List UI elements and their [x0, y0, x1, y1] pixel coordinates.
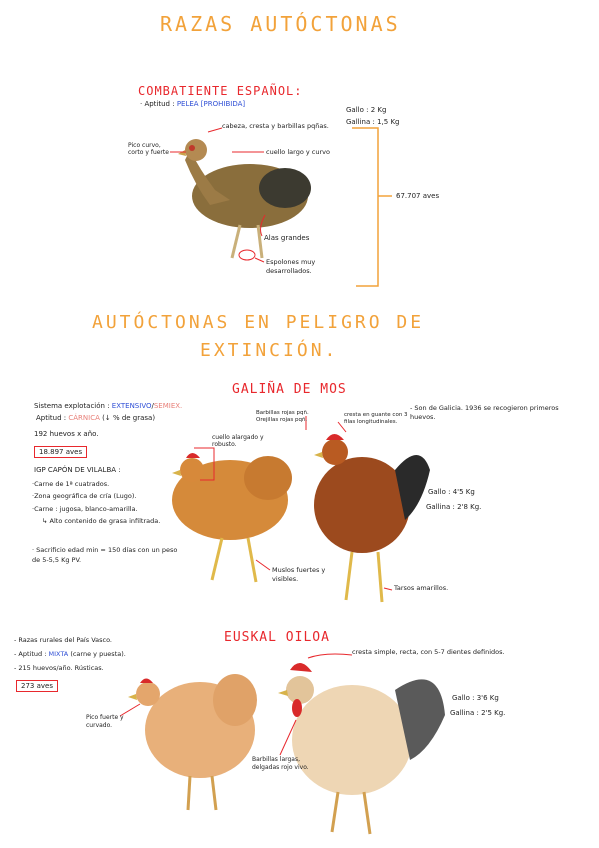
mos-bullet-3: ·Carne : jugosa, blanco-amarilla. — [32, 505, 138, 513]
mos-aptitud: Aptitud : CÁRNICA (↓ % de grasa) — [36, 414, 156, 422]
aptitud-value: PELEA [PROHIBIDA] — [176, 100, 246, 108]
mos-bullet-2: ·Zona geográfica de cría (Lugo). — [32, 492, 137, 500]
label-cuello: cuello largo y curvo — [266, 148, 330, 156]
mos-census-badge: 18.897 aves — [34, 446, 87, 458]
euskal-line-1: - Razas rurales del País Vasco. — [14, 636, 113, 644]
mos-label-cuello: cuello alargado y robusto. — [212, 434, 264, 448]
mos-gallo-weight: Gallo : 4'5 Kg — [428, 488, 475, 496]
combatiente-gallina-weight: Gallina : 1,5 Kg — [346, 118, 400, 126]
euskal-gallo-weight: Gallo : 3'6 Kg — [452, 694, 499, 702]
combatiente-census: 67.707 aves — [396, 192, 440, 200]
mos-label-muslos: Muslos fuertes y visibles. — [272, 566, 326, 583]
mos-heading: GALIÑA DE MOS — [232, 382, 347, 397]
mos-bullet-4: · Sacrificio edad min = 150 días con un peso de 5-5,5 Kg PV. — [32, 546, 178, 564]
euskal-gallina-weight: Gallina : 2'5 Kg. — [450, 709, 506, 717]
mos-label-tarsos: Tarsos amarillos. — [394, 584, 449, 592]
euskal-hen-illustration — [128, 674, 257, 810]
combatiente-gallo-weight: Gallo : 2 Kg — [346, 106, 387, 114]
mos-label-barbillas: Barbillas rojas pqñ. Orejillas rojas pqñ. — [256, 410, 309, 423]
euskal-label-barbillas: Barbillas largas, delgadas rojo vivo. — [252, 756, 309, 771]
section-title-line2: EXTINCIÓN. — [200, 340, 339, 361]
label-espolones: Espolones muy desarrollados. — [266, 258, 316, 275]
mos-bullet-3b: ↳ Alto contenido de grasa infiltrada. — [42, 517, 161, 525]
census-bracket — [352, 128, 392, 286]
euskal-heading: EUSKAL OILOA — [224, 630, 330, 645]
combatiente-heading: COMBATIENTE ESPAÑOL: — [138, 84, 303, 98]
label-alas: Alas grandes — [264, 234, 310, 242]
euskal-label-cresta: cresta simple, recta, con 5-7 dientes definidos. — [352, 648, 505, 656]
mos-igp: IGP CAPÓN DE VILALBA : — [34, 466, 121, 474]
aptitud-label: · Aptitud : — [140, 100, 177, 108]
page-title: RAZAS AUTÓCTONAS — [160, 12, 401, 36]
mos-side-note: - Son de Galicia. 1936 se recogieron primeros huevos. — [410, 404, 559, 421]
euskal-aptitud: - Aptitud : MIXTA (carne y puesta). — [14, 650, 126, 658]
mos-huevos: 192 huevos x año. — [34, 430, 99, 438]
label-pico: Pico curvo, corto y fuerte — [128, 142, 169, 156]
euskal-rooster-illustration — [278, 663, 445, 834]
section-title-line1: AUTÓCTONAS EN PELIGRO DE — [92, 312, 425, 333]
mos-label-cresta: cresta en guante con 3 filas longitudinales. — [344, 412, 408, 425]
euskal-census-badge: 273 aves — [16, 680, 58, 692]
combatiente-aptitud — [140, 100, 245, 109]
mos-hen-illustration — [172, 453, 292, 582]
mos-sistema: Sistema explotación : EXTENSIVO/SEMIEX. — [34, 402, 183, 410]
euskal-line-3: - 215 huevos/año. Rústicas. — [14, 664, 104, 672]
euskal-label-pico: Pico fuerte y curvado. — [86, 714, 124, 729]
mos-gallina-weight: Gallina : 2'8 Kg. — [426, 503, 482, 511]
mos-bullet-1: ·Carne de 1ª cuatrados. — [32, 480, 110, 488]
label-cabeza: cabeza, cresta y barbillas pqñas. — [222, 122, 329, 130]
